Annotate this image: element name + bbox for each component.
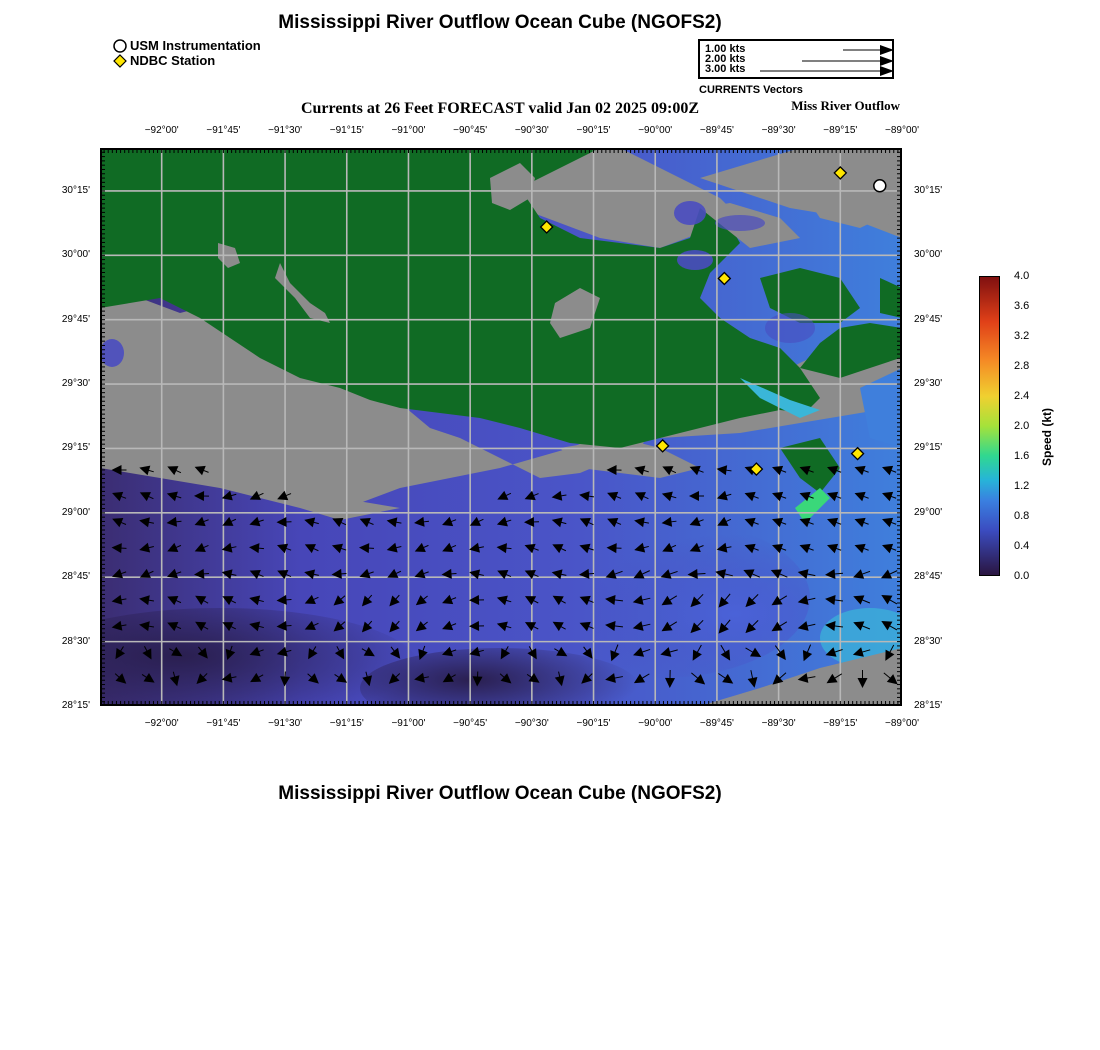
vector-key-arrows	[700, 41, 894, 79]
vector-key-label-2: 2.00 kts	[705, 53, 746, 65]
lon-tick-label: −91°15'	[329, 125, 364, 136]
colorbar-tick-label: 4.0	[1014, 270, 1030, 282]
lon-tick-label: −91°45'	[206, 718, 241, 729]
colorbar-tick-label: 0.4	[1014, 540, 1030, 552]
usm-legend-label: USM Instrumentation	[130, 38, 261, 53]
colorbar-tick-label: 0.0	[1014, 570, 1030, 582]
lat-tick-label: 28°45'	[914, 571, 943, 583]
lat-tick-label: 30°00'	[61, 249, 90, 261]
lon-tick-label: −91°00'	[391, 718, 426, 729]
usm-instrument-marker[interactable]	[874, 180, 886, 192]
lat-tick-label: 30°15'	[914, 184, 943, 196]
lat-tick-label: 29°30'	[914, 378, 943, 390]
vector-key-box	[698, 39, 894, 79]
ndbc-legend-label: NDBC Station	[130, 53, 216, 68]
lon-tick-label: −91°30'	[268, 125, 303, 136]
colorbar-tick-label: 3.2	[1014, 330, 1030, 342]
colorbar-tick-label: 2.0	[1014, 420, 1030, 432]
lon-tick-label: −90°30'	[514, 718, 549, 729]
colorbar-tick-label: 2.8	[1014, 360, 1030, 372]
vector-key-label-3: 3.00 kts	[705, 63, 746, 75]
lat-tick-label: 29°00'	[61, 506, 90, 518]
vector-key-caption: CURRENTS Vectors	[699, 84, 803, 96]
colorbar	[979, 276, 1000, 576]
colorbar-tick-label: 0.8	[1014, 510, 1030, 522]
lon-tick-label: −91°15'	[329, 718, 364, 729]
lat-tick-label: 28°30'	[61, 635, 90, 647]
lat-tick-label: 29°15'	[61, 442, 90, 454]
lon-tick-label: −89°30'	[761, 718, 796, 729]
lon-tick-label: −89°00'	[885, 125, 919, 136]
lat-tick-label: 28°15'	[914, 700, 943, 711]
lon-tick-label: −89°15'	[823, 125, 858, 136]
lat-tick-label: 29°30'	[61, 378, 90, 390]
lon-tick-label: −90°30'	[514, 125, 549, 136]
vector-key-label-1: 1.00 kts	[705, 43, 746, 55]
station-legend	[112, 38, 261, 68]
colorbar-tick-label: 2.4	[1014, 390, 1030, 402]
ndbc-diamond-icon	[112, 54, 128, 68]
lon-tick-label: −90°00'	[638, 125, 673, 136]
colorbar-tick-label: 3.6	[1014, 300, 1030, 312]
usm-circle-icon	[112, 39, 128, 53]
lon-tick-label: −91°45'	[206, 125, 241, 136]
lon-tick-label: −90°00'	[638, 718, 673, 729]
lat-tick-label: 28°45'	[61, 571, 90, 583]
region-label: Miss River Outflow	[791, 98, 900, 113]
map-title-bottom: Mississippi River Outflow Ocean Cube (NGOFS2)	[278, 783, 722, 804]
lon-tick-label: −91°30'	[268, 718, 303, 729]
colorbar-gradient	[979, 276, 1000, 576]
lat-tick-label: 28°30'	[914, 635, 943, 647]
lat-tick-label: 29°00'	[914, 506, 943, 518]
lon-tick-label: −90°15'	[576, 125, 611, 136]
forecast-subtitle: Currents at 26 Feet FORECAST valid Jan 02 2025 09:00Z	[300, 100, 700, 117]
lat-tick-label: 29°15'	[914, 442, 943, 454]
lon-tick-label: −90°45'	[453, 125, 488, 136]
lat-tick-label: 28°15'	[61, 700, 90, 711]
lon-tick-label: −90°15'	[576, 718, 611, 729]
lat-tick-label: 30°00'	[914, 249, 943, 261]
lon-tick-label: −89°45'	[699, 718, 734, 729]
lon-tick-label: −89°30'	[761, 125, 796, 136]
lon-tick-label: −89°00'	[885, 718, 919, 729]
colorbar-tick-label: 1.2	[1014, 480, 1030, 492]
lon-tick-label: −92°00'	[144, 125, 179, 136]
lon-tick-label: −89°45'	[699, 125, 734, 136]
lon-tick-label: −90°45'	[453, 718, 488, 729]
colorbar-tick-label: 1.6	[1014, 450, 1030, 462]
colorbar-label: Speed (kt)	[1040, 407, 1054, 466]
map-title: Mississippi River Outflow Ocean Cube (NGOFS2)	[278, 12, 722, 33]
lat-tick-label: 30°15'	[61, 184, 90, 196]
lon-tick-label: −92°00'	[144, 718, 179, 729]
currents-map	[100, 148, 902, 706]
lon-tick-label: −89°15'	[823, 718, 858, 729]
lon-tick-label: −91°00'	[391, 125, 426, 136]
lat-tick-label: 29°45'	[61, 313, 90, 325]
lat-tick-label: 29°45'	[914, 313, 943, 325]
